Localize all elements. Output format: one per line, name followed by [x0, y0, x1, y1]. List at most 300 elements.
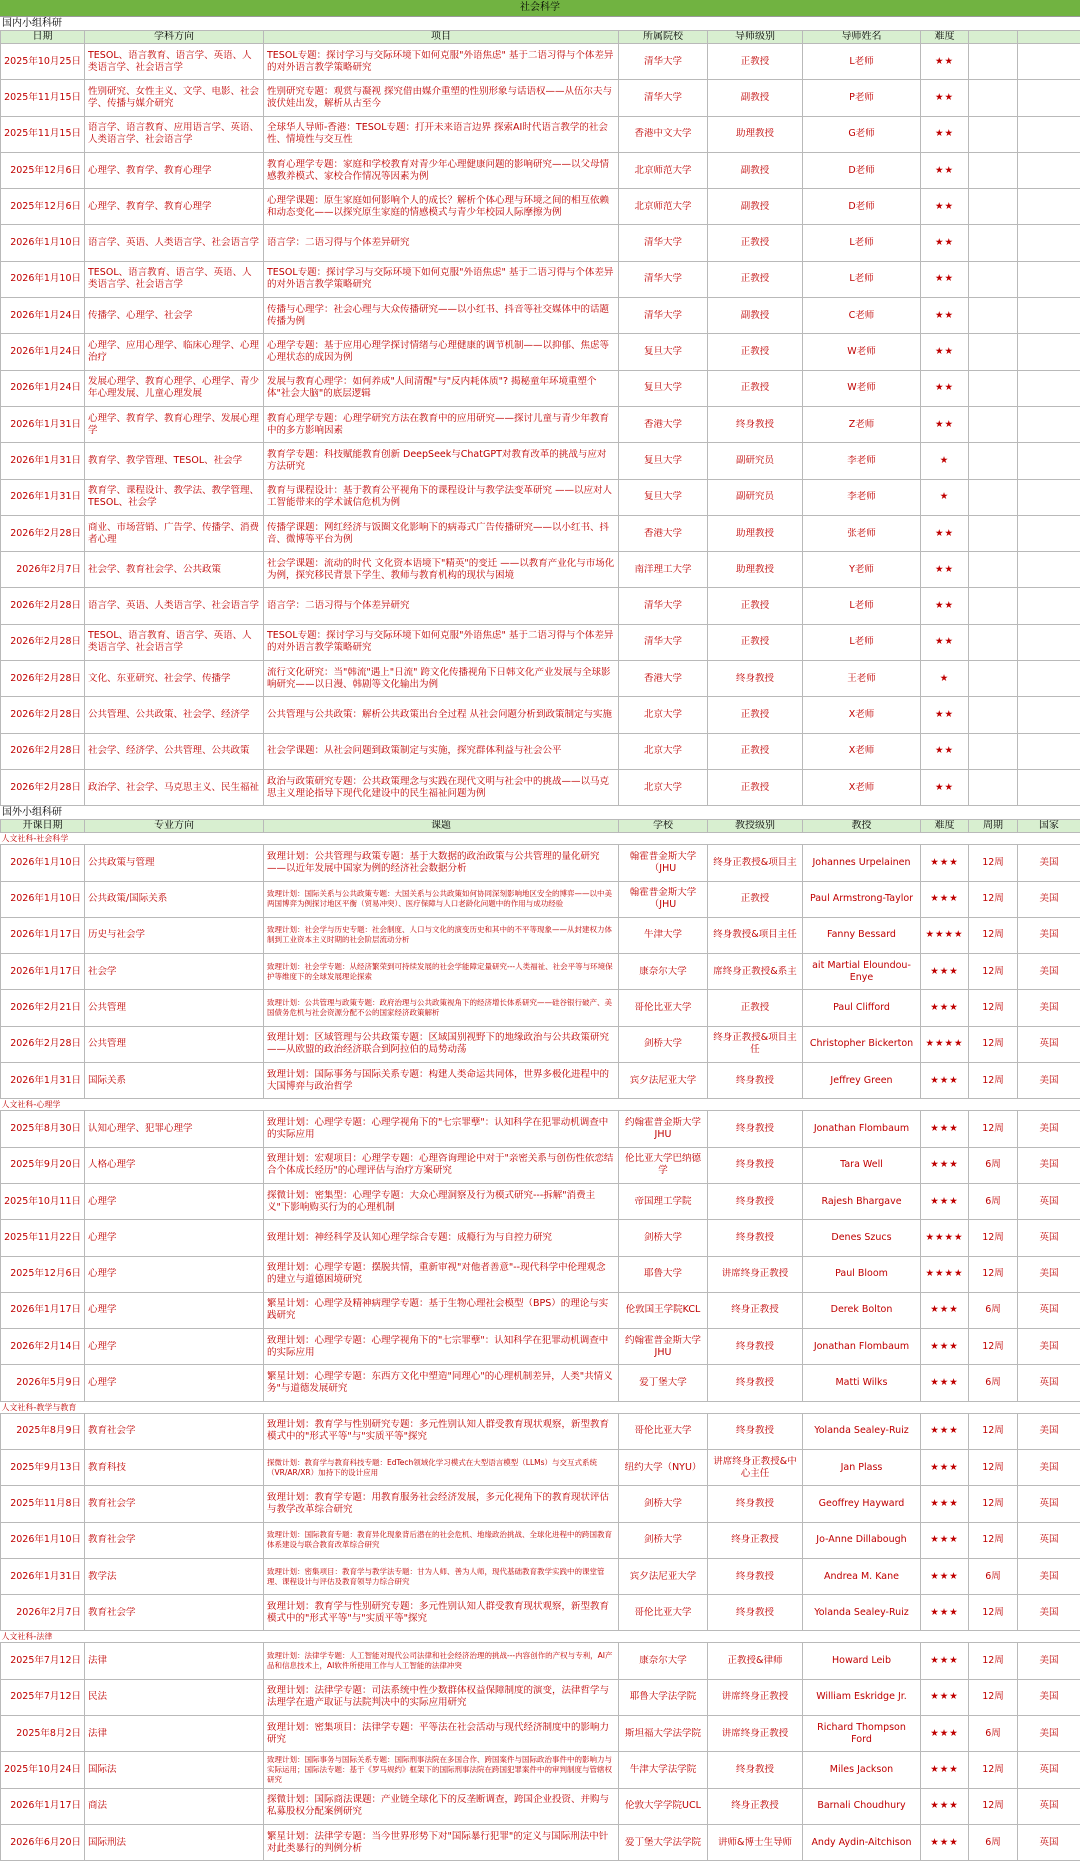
cell-name: D老师: [803, 189, 921, 225]
cell-duration: [969, 152, 1018, 188]
cell-school: 南洋理工大学: [619, 552, 708, 588]
cell-project: 致理计划：心理学专题：心理学视角下的"七宗罪孽"：认知科学在犯罪动机调查中的实际应用: [264, 1329, 619, 1365]
cell-name: Paul Clifford: [803, 990, 921, 1026]
cell-rank: 终身教授: [708, 1220, 803, 1256]
domestic-header-name: 导师姓名: [803, 31, 921, 44]
cell-duration: [969, 370, 1018, 406]
cell-duration: 12周: [969, 1522, 1018, 1558]
cell-date: 2025年12月6日: [1, 1256, 85, 1292]
cell-date: 2026年2月28日: [1, 1026, 85, 1062]
domestic-header-school: 所属院校: [619, 31, 708, 44]
cell-difficulty: ★★: [921, 406, 969, 442]
cell-field: 认知心理学、犯罪心理学: [85, 1111, 264, 1147]
cell-duration: 12周: [969, 1679, 1018, 1715]
table-row: [1, 1063, 1080, 1099]
cell-date: 2025年11月15日: [1, 116, 85, 152]
cell-date: 2025年8月9日: [1, 1413, 85, 1449]
cell-project: 致理计划：密集项目：法律学专题：平等法在社会活动与现代经济制度中的影响力研究: [264, 1716, 619, 1752]
cell-project: 致理计划：国际关系与公共政策专题：大国关系与公共政策如何协同深刻影响地区安全的博弈——以中美两国博弈为例探讨地区平衡（贸易冲突）、医疗保障与人口老龄化问题中的作用与成功经验: [264, 881, 619, 917]
cell-country: 美国: [1018, 1329, 1080, 1365]
cell-date: 2026年1月24日: [1, 370, 85, 406]
cell-project: 探微计划：密集型：心理学专题：大众心理洞察及行为模式研究---拆解"消费主义"下影响购买行为的心理机制: [264, 1183, 619, 1219]
cell-project: 致理计划：社会学与历史专题：社会制度、人口与文化的演变历史和其中的不平等现象——从封建权力体制到工业资本主义时期的社会阶层流动分析: [264, 917, 619, 953]
cell-field: TESOL、语言教育、语言学、英语、人类语言学、社会语言学: [85, 624, 264, 660]
cell-date: 2026年1月31日: [1, 1063, 85, 1099]
cell-name: Jo-Anne Dillabough: [803, 1522, 921, 1558]
cell-project: 致理计划：社会学专题：从经济繁荣到可持续发展的社会学能障定量研究---人类福祉、社会平等与环境保护等维度下的全球发展理论探索: [264, 954, 619, 990]
cell-name: D老师: [803, 152, 921, 188]
cell-field: 国际刑法: [85, 1824, 264, 1860]
cell-difficulty: ★★★: [921, 1413, 969, 1449]
cell-rank: 终身教授: [708, 1595, 803, 1631]
cell-name: X老师: [803, 733, 921, 769]
cell-name: L老师: [803, 225, 921, 261]
cell-duration: 12周: [969, 990, 1018, 1026]
cell-name: Jonathan Flombaum: [803, 1111, 921, 1147]
cell-difficulty: ★★: [921, 225, 969, 261]
cell-duration: 6周: [969, 1292, 1018, 1328]
cell-field: 政治学、社会学、马克思主义、民生福祉: [85, 769, 264, 805]
cell-date: 2025年10月24日: [1, 1752, 85, 1788]
cell-name: W老师: [803, 370, 921, 406]
table-row: [1, 661, 1080, 697]
cell-difficulty: ★★★: [921, 1292, 969, 1328]
cell-difficulty: ★★★: [921, 1824, 969, 1860]
cell-date: 2026年1月17日: [1, 917, 85, 953]
cell-project: 语言学：二语习得与个体差异研究: [264, 225, 619, 261]
cell-project: 致理计划：密集项目：教育学与教学法专题：甘为人师、善为人师，现代基础教育教学实践中的课堂管理、课程设计与评估及教育领导力综合研究: [264, 1558, 619, 1594]
domestic-header-field: 学科方向: [85, 31, 264, 44]
table-row: [1, 370, 1080, 406]
cell-field: 心理学: [85, 1220, 264, 1256]
cell-project: 探微计划：教育学与教育科技专题：EdTech领域化学习模式在大型语言模型（LLMs）与交互式系统（VR/AR/XR）加持下的设计应用: [264, 1449, 619, 1485]
cell-duration: [969, 443, 1018, 479]
cell-date: 2025年9月20日: [1, 1147, 85, 1183]
category-label: 人文社科-法律: [1, 1631, 1080, 1643]
cell-project: 繁星计划：心理学专题：东西方文化中塑造"同理心"的心理机制差异，人类"共情义务"与道德发展研究: [264, 1365, 619, 1401]
cell-rank: 副研究员: [708, 443, 803, 479]
domestic-header-rank: 导师级别: [708, 31, 803, 44]
cell-country: 美国: [1018, 1256, 1080, 1292]
cell-country: [1018, 733, 1080, 769]
cell-project: 社会学课题：流动的时代 文化资本语境下"精英"的变迁 ——以教育产业化与市场化为例，探究移民背景下学生、教师与教育机构的现状与困境: [264, 552, 619, 588]
table-row: [1, 1220, 1080, 1256]
cell-school: 伦敦大学学院UCL: [619, 1788, 708, 1824]
cell-duration: [969, 334, 1018, 370]
cell-name: Yolanda Sealey-Ruiz: [803, 1413, 921, 1449]
cell-project: 繁星计划：心理学及精神病理学专题：基于生物心理社会模型（BPS）的理论与实践研究: [264, 1292, 619, 1328]
cell-country: [1018, 406, 1080, 442]
cell-duration: 12周: [969, 1449, 1018, 1485]
table-row: [1, 881, 1080, 917]
cell-difficulty: ★★★: [921, 845, 969, 881]
cell-difficulty: ★★★★: [921, 1026, 969, 1062]
cell-field: TESOL、语言教育、语言学、英语、人类语言学、社会语言学: [85, 44, 264, 80]
cell-field: 发展心理学、教育心理学、心理学、青少年心理发展、儿童心理发展: [85, 370, 264, 406]
cell-school: 纽约大学（NYU）: [619, 1449, 708, 1485]
cell-name: G老师: [803, 116, 921, 152]
cell-country: 美国: [1018, 1595, 1080, 1631]
table-row: [1, 1788, 1080, 1824]
cell-rank: 讲席终身正教授: [708, 1679, 803, 1715]
table-row: [1, 588, 1080, 624]
cell-rank: 正教授: [708, 624, 803, 660]
cell-school: 清华大学: [619, 80, 708, 116]
cell-difficulty: ★: [921, 443, 969, 479]
cell-country: [1018, 370, 1080, 406]
cell-difficulty: ★★★: [921, 990, 969, 1026]
cell-name: L老师: [803, 588, 921, 624]
cell-country: 美国: [1018, 845, 1080, 881]
cell-rank: 正教授: [708, 990, 803, 1026]
cell-school: 翰霍普金斯大学（JHU: [619, 881, 708, 917]
cell-difficulty: ★★: [921, 552, 969, 588]
cell-rank: 讲师&博士生导师: [708, 1824, 803, 1860]
table-row: [1, 261, 1080, 297]
cell-school: 北京大学: [619, 733, 708, 769]
table-row: [1, 1147, 1080, 1183]
cell-rank: 助理教授: [708, 116, 803, 152]
cell-field: 心理学、教育学、教育心理学: [85, 152, 264, 188]
cell-name: Jonathan Flombaum: [803, 1329, 921, 1365]
cell-country: [1018, 769, 1080, 805]
cell-date: 2026年1月10日: [1, 845, 85, 881]
cell-name: 李老师: [803, 479, 921, 515]
cell-school: 帝国理工学院: [619, 1183, 708, 1219]
cell-date: 2025年10月11日: [1, 1183, 85, 1219]
cell-name: Christopher Bickerton: [803, 1026, 921, 1062]
cell-country: 英国: [1018, 1292, 1080, 1328]
cell-difficulty: ★★★: [921, 1643, 969, 1679]
cell-country: 英国: [1018, 1824, 1080, 1860]
cell-project: 性别研究专题：观赏与凝视 探究借由媒介重塑的性别形象与话语权——从伍尔夫与波伏娃出发，解析从古至今: [264, 80, 619, 116]
cell-school: 清华大学: [619, 624, 708, 660]
cell-difficulty: ★★: [921, 261, 969, 297]
cell-duration: 6周: [969, 1558, 1018, 1594]
cell-school: 香港大学: [619, 661, 708, 697]
table-row: [1, 552, 1080, 588]
cell-duration: [969, 406, 1018, 442]
cell-field: 语言学、英语、人类语言学、社会语言学: [85, 588, 264, 624]
cell-duration: 12周: [969, 1026, 1018, 1062]
cell-duration: 12周: [969, 1413, 1018, 1449]
cell-country: [1018, 189, 1080, 225]
cell-school: 牛津大学法学院: [619, 1752, 708, 1788]
cell-name: Johannes Urpelainen: [803, 845, 921, 881]
cell-country: 美国: [1018, 954, 1080, 990]
cell-name: Miles Jackson: [803, 1752, 921, 1788]
cell-name: ait Martial Eloundou-Enye: [803, 954, 921, 990]
cell-project: 致理计划：公共管理与政策专题：政府治理与公共政策视角下的经济增长体系研究——硅谷银行破产、美国债务危机与社会资源分配不公的国家经济政策解析: [264, 990, 619, 1026]
category-label: 人文社科-心理学: [1, 1099, 1080, 1111]
cell-country: [1018, 697, 1080, 733]
cell-school: 北京师范大学: [619, 152, 708, 188]
cell-rank: 助理教授: [708, 515, 803, 551]
cell-duration: [969, 189, 1018, 225]
cell-rank: 正教授: [708, 370, 803, 406]
cell-difficulty: ★★: [921, 769, 969, 805]
cell-country: [1018, 298, 1080, 334]
cell-difficulty: ★★★★: [921, 917, 969, 953]
cell-date: 2026年1月10日: [1, 1522, 85, 1558]
cell-duration: 12周: [969, 1752, 1018, 1788]
cell-project: 流行文化研究：当"韩流"遇上"日流" 跨文化传播视角下日韩文化产业发展与全球影响研究——以日漫、韩剧等文化输出为例: [264, 661, 619, 697]
cell-rank: 正教授: [708, 733, 803, 769]
cell-field: 教育社会学: [85, 1595, 264, 1631]
cell-school: 剑桥大学: [619, 1026, 708, 1062]
table-row: [1, 1256, 1080, 1292]
table-row: [1, 1643, 1080, 1679]
international-header-rank: 教授级别: [708, 820, 803, 833]
table-row: [1, 1413, 1080, 1449]
cell-country: [1018, 80, 1080, 116]
cell-rank: 终身教授: [708, 1147, 803, 1183]
cell-name: X老师: [803, 769, 921, 805]
cell-rank: 正教授: [708, 697, 803, 733]
table-row: [1, 1183, 1080, 1219]
cell-field: 教育社会学: [85, 1486, 264, 1522]
domestic-header-date: 日期: [1, 31, 85, 44]
cell-rank: 终身教授: [708, 1752, 803, 1788]
table-row: [1, 845, 1080, 881]
cell-project: 繁星计划：法律学专题：当今世界形势下对"国际暴行犯罪"的定义与国际刑法中针对此类暴行的判例分析: [264, 1824, 619, 1860]
cell-difficulty: ★★★: [921, 1679, 969, 1715]
cell-date: 2025年10月25日: [1, 44, 85, 80]
table-row: [1, 334, 1080, 370]
cell-rank: 终身教授: [708, 1111, 803, 1147]
cell-field: 法律: [85, 1643, 264, 1679]
cell-difficulty: ★★★: [921, 1111, 969, 1147]
cell-duration: [969, 733, 1018, 769]
cell-difficulty: ★: [921, 479, 969, 515]
international-header-school: 学校: [619, 820, 708, 833]
cell-country: 美国: [1018, 1679, 1080, 1715]
cell-rank: 助理教授: [708, 552, 803, 588]
cell-date: 2026年1月31日: [1, 443, 85, 479]
cell-project: 心理学专题：基于应用心理学探讨情绪与心理健康的调节机制——以抑郁、焦虑等心理状态的成因为例: [264, 334, 619, 370]
cell-school: 伦比亚大学巴纳德学: [619, 1147, 708, 1183]
cell-duration: 6周: [969, 1824, 1018, 1860]
cell-field: TESOL、语言教育、语言学、英语、人类语言学、社会语言学: [85, 261, 264, 297]
cell-date: 2026年2月28日: [1, 515, 85, 551]
cell-difficulty: ★★★★: [921, 1256, 969, 1292]
international-header-name: 教授: [803, 820, 921, 833]
cell-rank: 正教授: [708, 769, 803, 805]
cell-school: 剑桥大学: [619, 1486, 708, 1522]
cell-rank: 正教授: [708, 225, 803, 261]
cell-date: 2025年9月13日: [1, 1449, 85, 1485]
cell-field: 国际法: [85, 1752, 264, 1788]
cell-country: 英国: [1018, 1522, 1080, 1558]
cell-date: 2026年1月17日: [1, 954, 85, 990]
cell-rank: 终身教授: [708, 1183, 803, 1219]
category-label: 人文社科-社会科学: [1, 833, 1080, 845]
cell-duration: 12周: [969, 845, 1018, 881]
cell-name: Matti Wilks: [803, 1365, 921, 1401]
cell-duration: [969, 769, 1018, 805]
cell-project: 致理计划：区域管理与公共政策专题：区域国别视野下的地缘政治与公共政策研究——从欧盟的政治经济联合到阿拉伯的局势动荡: [264, 1026, 619, 1062]
cell-project: 致理计划：宏观项目：心理学专题：心理咨询理论中对于"亲密关系与创伤性依恋结合个体成长经历"的心理评估与治疗方案研究: [264, 1147, 619, 1183]
cell-school: 牛津大学: [619, 917, 708, 953]
cell-duration: [969, 697, 1018, 733]
cell-date: 2026年1月24日: [1, 298, 85, 334]
cell-difficulty: ★★: [921, 152, 969, 188]
cell-name: Richard Thompson Ford: [803, 1716, 921, 1752]
cell-rank: 正教授: [708, 881, 803, 917]
table-row: [1, 1486, 1080, 1522]
table-row: [1, 1752, 1080, 1788]
cell-duration: [969, 624, 1018, 660]
table-row: [1, 406, 1080, 442]
cell-country: 美国: [1018, 1111, 1080, 1147]
cell-country: 美国: [1018, 917, 1080, 953]
cell-field: 商法: [85, 1788, 264, 1824]
cell-country: 美国: [1018, 990, 1080, 1026]
cell-difficulty: ★★★: [921, 1558, 969, 1594]
cell-name: C老师: [803, 298, 921, 334]
cell-school: 复旦大学: [619, 334, 708, 370]
cell-duration: 6周: [969, 1183, 1018, 1219]
cell-name: Jeffrey Green: [803, 1063, 921, 1099]
cell-field: 传播学、心理学、社会学: [85, 298, 264, 334]
cell-project: 致理计划：法律学专题：司法系统中性少数群体权益保障制度的演变，法律哲学与法理学在遗产取证与法院判决中的实际应用研究: [264, 1679, 619, 1715]
cell-name: P老师: [803, 80, 921, 116]
cell-country: [1018, 443, 1080, 479]
cell-date: 2025年7月12日: [1, 1643, 85, 1679]
cell-duration: [969, 44, 1018, 80]
cell-field: 性别研究、女性主义、文学、电影、社会学、传播与媒介研究: [85, 80, 264, 116]
cell-rank: 终身教授: [708, 1413, 803, 1449]
cell-country: 美国: [1018, 1063, 1080, 1099]
cell-duration: 12周: [969, 1111, 1018, 1147]
cell-date: 2025年7月12日: [1, 1679, 85, 1715]
cell-duration: 12周: [969, 954, 1018, 990]
cell-rank: 正教授: [708, 261, 803, 297]
cell-name: X老师: [803, 697, 921, 733]
category-row: [1, 833, 1080, 845]
cell-rank: 终身教授: [708, 1329, 803, 1365]
cell-difficulty: ★★: [921, 370, 969, 406]
cell-duration: 12周: [969, 1643, 1018, 1679]
cell-field: 法律: [85, 1716, 264, 1752]
cell-name: Paul Armstrong-Taylor: [803, 881, 921, 917]
cell-date: 2026年1月31日: [1, 479, 85, 515]
cell-difficulty: ★★: [921, 116, 969, 152]
table-row: [1, 954, 1080, 990]
cell-country: 美国: [1018, 1558, 1080, 1594]
domestic-header-difficulty: 难度: [921, 31, 969, 44]
cell-school: 宾夕法尼亚大学: [619, 1558, 708, 1594]
cell-name: 李老师: [803, 443, 921, 479]
cell-difficulty: ★★: [921, 588, 969, 624]
cell-date: 2026年2月28日: [1, 697, 85, 733]
cell-country: 英国: [1018, 1486, 1080, 1522]
international-section-label: 国外小组科研: [0, 806, 1080, 819]
cell-date: 2026年2月7日: [1, 552, 85, 588]
cell-project: TESOL专题：探讨学习与交际环境下如何克服"外语焦虑" 基于二语习得与个体差异的对外语言教学策略研究: [264, 261, 619, 297]
cell-field: 心理学、应用心理学、临床心理学、心理治疗: [85, 334, 264, 370]
table-row: [1, 917, 1080, 953]
cell-field: 教育学、教学管理、TESOL、社会学: [85, 443, 264, 479]
cell-difficulty: ★★★★: [921, 1220, 969, 1256]
domestic-header-row: [1, 31, 1080, 44]
cell-difficulty: ★★★: [921, 1183, 969, 1219]
cell-name: Y老师: [803, 552, 921, 588]
cell-duration: [969, 588, 1018, 624]
cell-difficulty: ★★★: [921, 1365, 969, 1401]
cell-rank: 终身教授: [708, 661, 803, 697]
cell-field: 公共政策与管理: [85, 845, 264, 881]
cell-name: L老师: [803, 261, 921, 297]
cell-school: 哥伦比亚大学: [619, 1595, 708, 1631]
cell-name: L老师: [803, 624, 921, 660]
table-row: [1, 1679, 1080, 1715]
cell-difficulty: ★★★: [921, 1449, 969, 1485]
cell-field: 教学法: [85, 1558, 264, 1594]
cell-field: 心理学: [85, 1329, 264, 1365]
table-row: [1, 1595, 1080, 1631]
table-row: [1, 116, 1080, 152]
cell-date: 2026年2月28日: [1, 624, 85, 660]
cell-field: 教育科技: [85, 1449, 264, 1485]
cell-field: 语言学、语言教育、应用语言学、英语、人类语言学、社会语言学: [85, 116, 264, 152]
cell-difficulty: ★: [921, 661, 969, 697]
table-row: [1, 624, 1080, 660]
cell-difficulty: ★★: [921, 80, 969, 116]
cell-name: Fanny Bessard: [803, 917, 921, 953]
table-row: [1, 1111, 1080, 1147]
cell-school: 清华大学: [619, 261, 708, 297]
cell-difficulty: ★★★: [921, 1522, 969, 1558]
cell-project: 全球华人导师-香港：TESOL专题：打开未来语言边界 探索AI时代语言教学的社会性、情境性与交互性: [264, 116, 619, 152]
cell-field: 民法: [85, 1679, 264, 1715]
cell-rank: 终身正教授&项目主任: [708, 1026, 803, 1062]
cell-name: Denes Szucs: [803, 1220, 921, 1256]
cell-school: 香港大学: [619, 406, 708, 442]
cell-date: 2026年2月28日: [1, 733, 85, 769]
cell-field: 语言学、英语、人类语言学、社会语言学: [85, 225, 264, 261]
cell-duration: 12周: [969, 1220, 1018, 1256]
cell-field: 历史与社会学: [85, 917, 264, 953]
category-label: 人文社科-教学与教育: [1, 1401, 1080, 1413]
cell-rank: 副研究员: [708, 479, 803, 515]
cell-field: 公共管理: [85, 1026, 264, 1062]
cell-name: L老师: [803, 44, 921, 80]
cell-difficulty: ★★★: [921, 1486, 969, 1522]
cell-name: 王老师: [803, 661, 921, 697]
cell-school: 约翰霍普金斯大学JHU: [619, 1111, 708, 1147]
cell-project: 传播学课题：网红经济与饭圈文化影响下的病毒式广告传播研究——以小红书、抖音、微博等平台为例: [264, 515, 619, 551]
cell-country: 美国: [1018, 1449, 1080, 1485]
cell-name: 张老师: [803, 515, 921, 551]
cell-difficulty: ★★: [921, 334, 969, 370]
cell-rank: 副教授: [708, 298, 803, 334]
cell-school: 剑桥大学: [619, 1220, 708, 1256]
cell-duration: 12周: [969, 1329, 1018, 1365]
cell-country: 英国: [1018, 1752, 1080, 1788]
cell-name: Derek Bolton: [803, 1292, 921, 1328]
cell-school: 清华大学: [619, 44, 708, 80]
cell-country: 英国: [1018, 1365, 1080, 1401]
cell-rank: 副教授: [708, 189, 803, 225]
category-row: [1, 1401, 1080, 1413]
cell-name: William Eskridge Jr.: [803, 1679, 921, 1715]
cell-difficulty: ★★★: [921, 881, 969, 917]
cell-school: 康奈尔大学: [619, 954, 708, 990]
cell-country: 英国: [1018, 1220, 1080, 1256]
cell-date: 2026年1月10日: [1, 261, 85, 297]
cell-project: 教育心理学专题：家庭和学校教育对青少年心理健康问题的影响研究——以父母情感教养模式、家校合作情况等因素为例: [264, 152, 619, 188]
